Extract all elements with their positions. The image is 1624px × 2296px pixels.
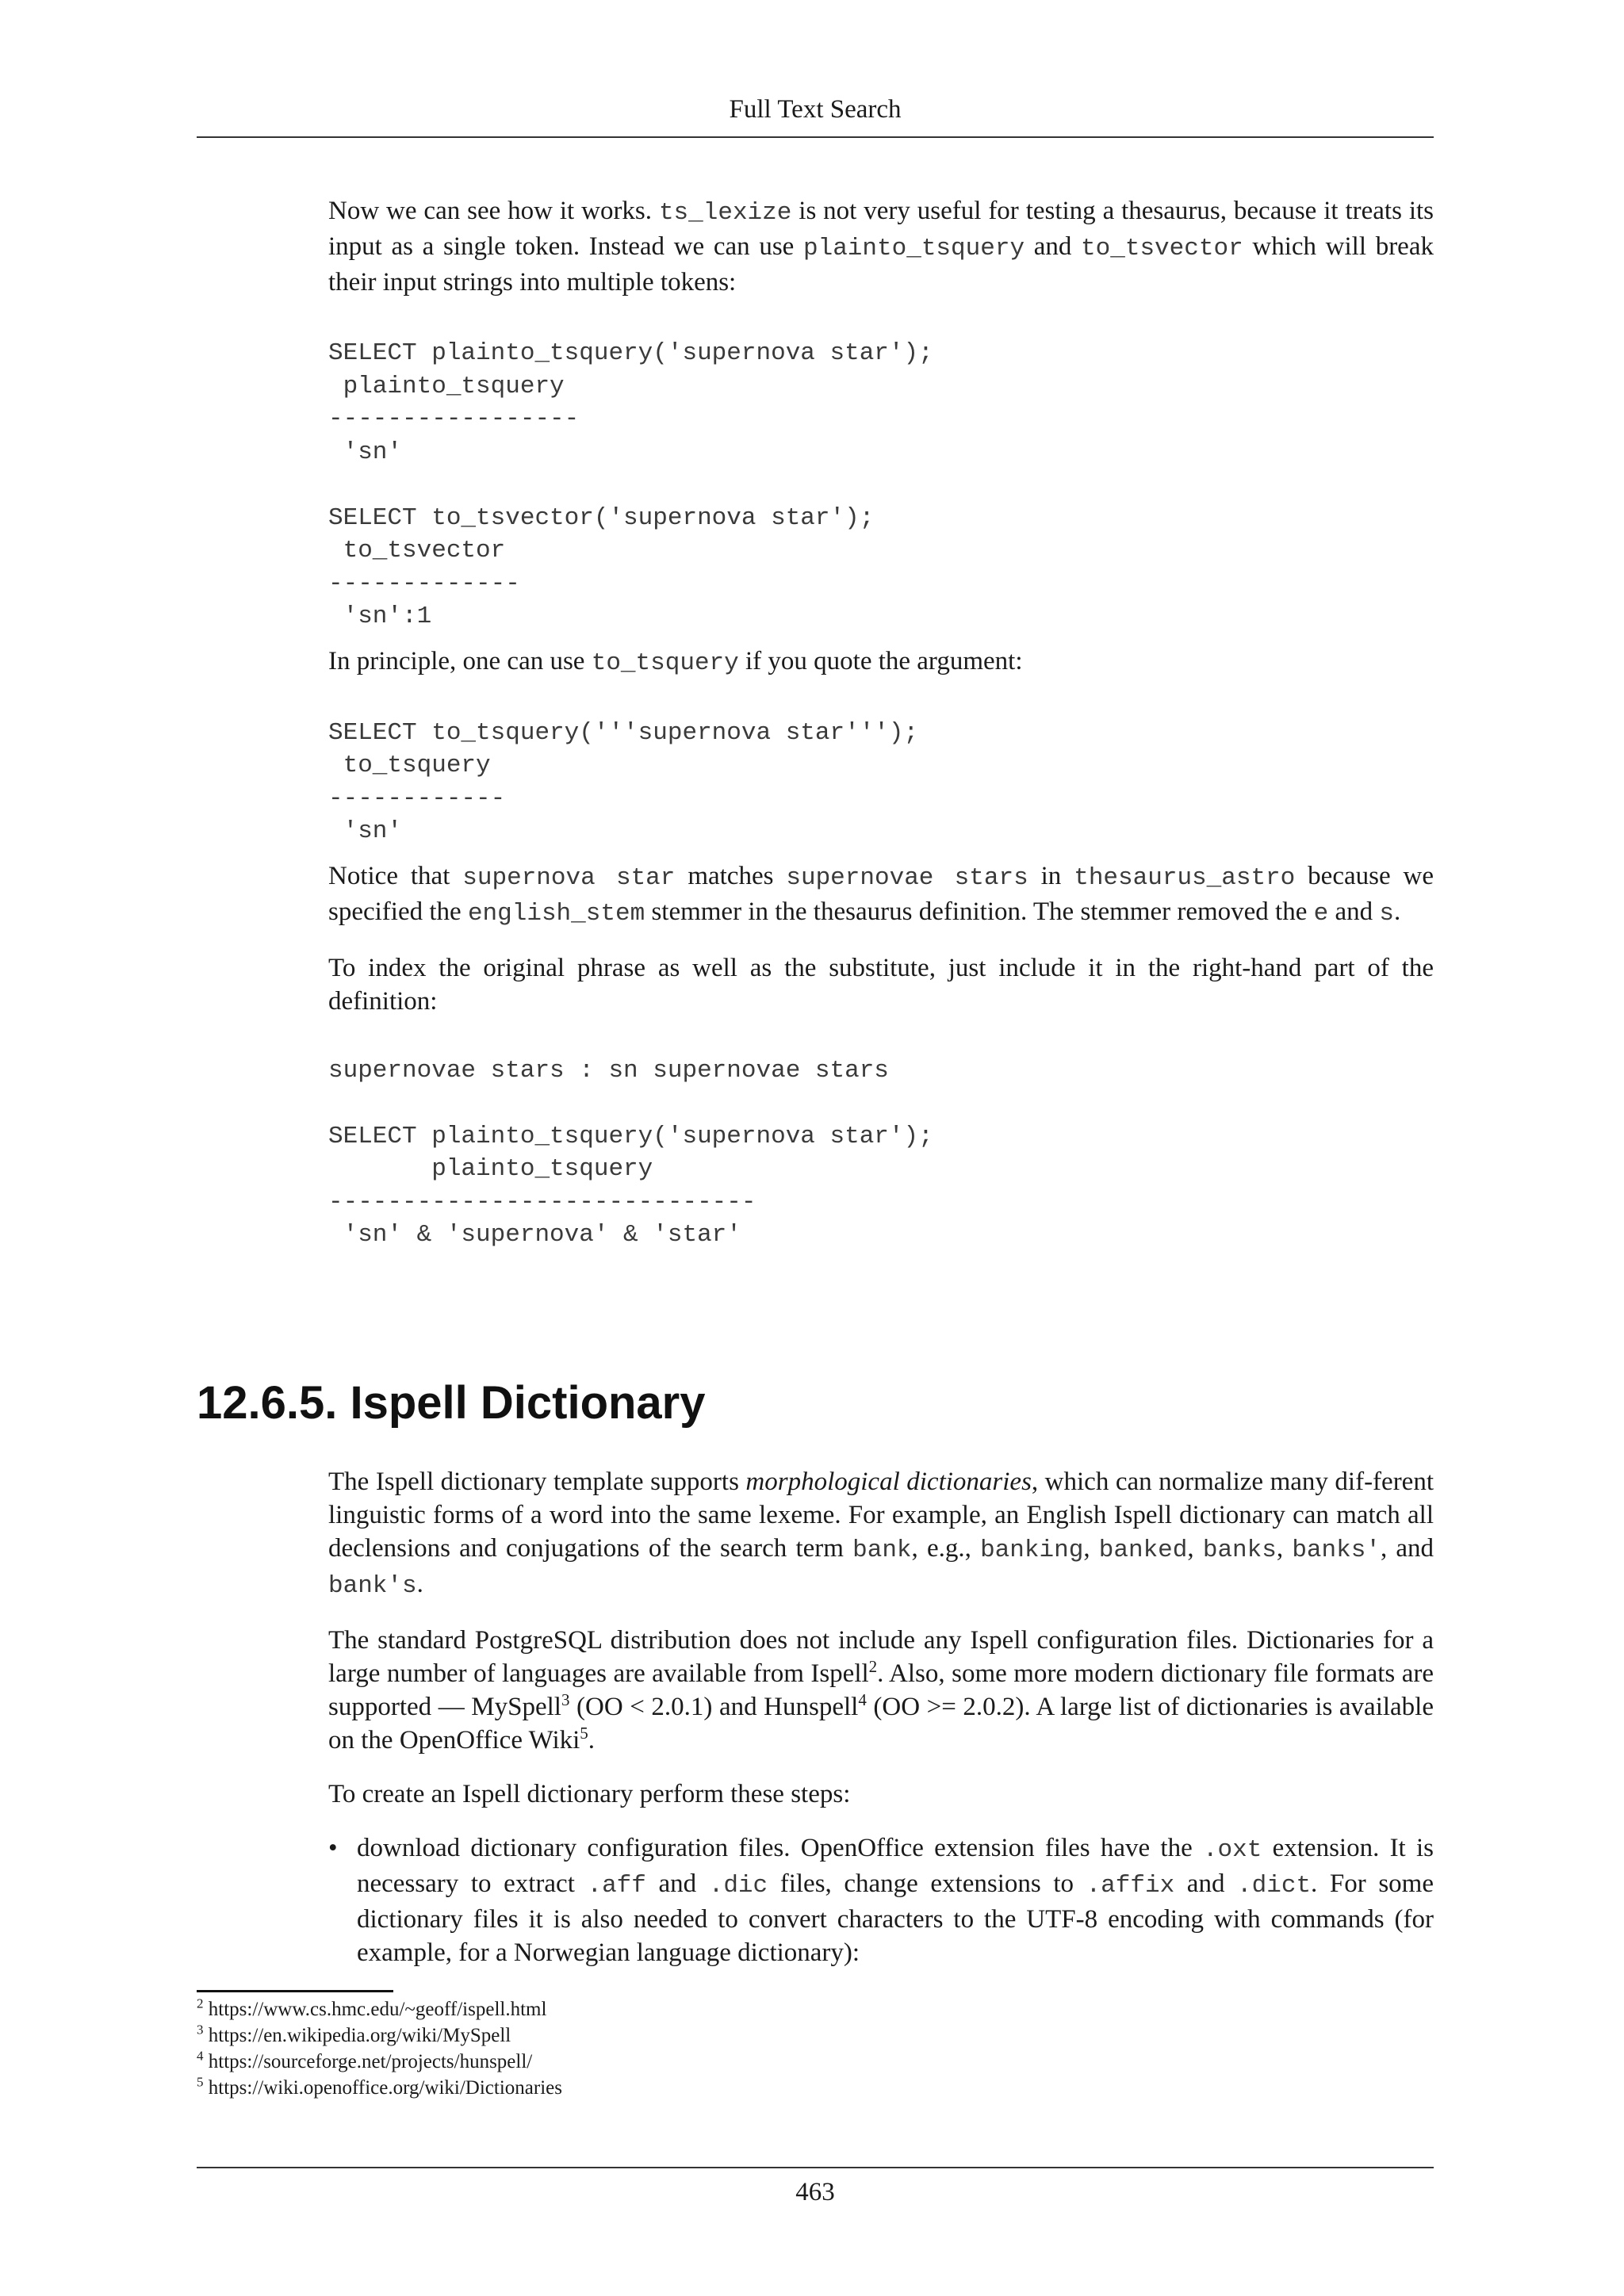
inline-code: supernova star <box>462 863 676 892</box>
inline-code: thesaurus_astro <box>1074 863 1296 892</box>
inline-code: bank's <box>328 1572 417 1600</box>
inline-code: to_tsvector <box>1081 235 1243 262</box>
header-rule <box>197 136 1434 138</box>
ispell-content <box>328 1465 1434 1969</box>
footnote-ref[interactable]: 5 <box>580 1724 588 1743</box>
footer-rule <box>197 2167 1434 2168</box>
inline-code: plainto_tsquery <box>803 235 1025 262</box>
paragraph-ispell-template: The Ispell dictionary template supports morphological dictionaries, which can normalize many dif-ferent linguistic forms of a word into the same lexeme. For example, an English Ispell dictionary can match all declensions and conjugations of the search term bank, e.g., banking, banked, banks, banks', and bank's. <box>328 1468 1434 1600</box>
inline-code: english_stem <box>467 899 645 928</box>
footnote-link[interactable]: https://en.wikipedia.org/wiki/MySpell <box>208 2025 511 2046</box>
inline-code: to_tsquery <box>591 649 739 677</box>
paragraph-distribution: The standard PostgreSQL distribution does not include any Ispell configuration files. Dictionaries for a large number of languages are available from Ispell$^2$. Also, some more modern dictionary file formats are supported — MySpell$^3$ (OO < 2.0.1) and Hunspell$^4$ (OO >= 2.0.2). A large list of dictionaries is available on the OpenOffice Wiki$^5$. <box>328 1626 1434 1755</box>
footnote-ref[interactable]: 3 <box>561 1690 570 1709</box>
inline-code: ts_lexize <box>658 199 792 227</box>
footnote-link[interactable]: https://www.cs.hmc.edu/~geoff/ispell.html <box>208 1999 547 2020</box>
footnote-ref[interactable]: 2 <box>868 1657 878 1676</box>
steps-list <box>328 1831 1434 1969</box>
inline-code: banked <box>1098 1536 1188 1564</box>
intro-content <box>328 194 1434 1252</box>
running-header: Full Text Search <box>729 95 902 124</box>
inline-code: banking <box>980 1536 1084 1564</box>
paragraph-notice: Notice that supernova star matches supernovae stars in thesaurus_astro because we specified the english_stem stemmer in the thesaurus definition. The stemmer removed the e and s. <box>328 861 1434 928</box>
footnote-rule <box>197 1990 393 1992</box>
section-title: 12.6.5. Ispell Dictionary <box>197 1377 706 1429</box>
footnotes <box>197 1996 1148 2101</box>
footnote-item: $^2$ https://www.cs.hmc.edu/~geoff/ispell.html <box>197 1996 547 2020</box>
inline-code: bank <box>852 1536 912 1564</box>
code-block-to-tsquery: SELECT to_tsquery('''supernova star'''); to_tsquery ------------ 'sn' <box>328 718 919 845</box>
page-number: 463 <box>795 2178 835 2206</box>
bullet-icon: • <box>328 1834 338 1862</box>
inline-code: s <box>1379 899 1394 928</box>
inline-code: supernovae stars <box>786 863 1028 892</box>
code-block-plainto: SELECT plainto_tsquery('supernova star'); plainto_tsquery ----------------- 'sn' SELECT to_tsvector('supernova star'); to_tsvector ------------- 'sn':1 <box>328 339 933 630</box>
footnote-item: $^5$ https://wiki.openoffice.org/wiki/Dictionaries <box>197 2074 562 2099</box>
footnote-ref[interactable]: 4 <box>858 1690 867 1709</box>
inline-code: .aff <box>587 1872 646 1900</box>
paragraph-in-principle: In principle, one can use to_tsquery if you quote the argument: <box>328 646 1023 677</box>
inline-code: e <box>1313 899 1329 928</box>
inline-code: .affix <box>1086 1872 1175 1900</box>
code-block-substitute: supernovae stars : sn supernovae stars SELECT plainto_tsquery('supernova star'); plainto_tsquery ----------------------------- 'sn' & 'supernova' & 'star' <box>328 1056 933 1249</box>
footnote-item: $^3$ https://en.wikipedia.org/wiki/MySpell <box>197 2022 511 2046</box>
paragraph-to-index: To index the original phrase as well as the substitute, just include it in the right-hand part of the definition: <box>328 953 1434 1016</box>
inline-code: banks' <box>1292 1536 1381 1564</box>
footnote-link[interactable]: https://sourceforge.net/projects/hunspell/ <box>208 2051 533 2072</box>
list-item: • download dictionary configuration files. OpenOffice extension files have the .oxt extension. It is necessary to extract .aff and .dic files, change extensions to .affix and .dict. For some dictionary files it is also needed to convert characters to the UTF-8 encoding with commands (for example, for a Norwegian language dictionary): <box>328 1831 1434 1969</box>
footnote-link[interactable]: https://wiki.openoffice.org/wiki/Dictionaries <box>208 2077 562 2099</box>
paragraph-how-it-works: Now we can see how it works. ts_lexize is not very useful for testing a thesaurus, because it treats its input as a single token. Instead we can use plainto_tsquery and to_tsvector which will break their input strings into multiple tokens: <box>328 197 1434 297</box>
inline-code: .dict <box>1237 1872 1312 1900</box>
inline-code: banks <box>1202 1536 1277 1564</box>
inline-code: .oxt <box>1202 1836 1262 1864</box>
paragraph-steps-intro: To create an Ispell dictionary perform these steps: <box>328 1780 851 1808</box>
footnote-item: $^4$ https://sourceforge.net/projects/hunspell/ <box>197 2048 533 2072</box>
emphasis: morphological dictionaries <box>745 1468 1032 1496</box>
inline-code: .dic <box>708 1872 768 1900</box>
